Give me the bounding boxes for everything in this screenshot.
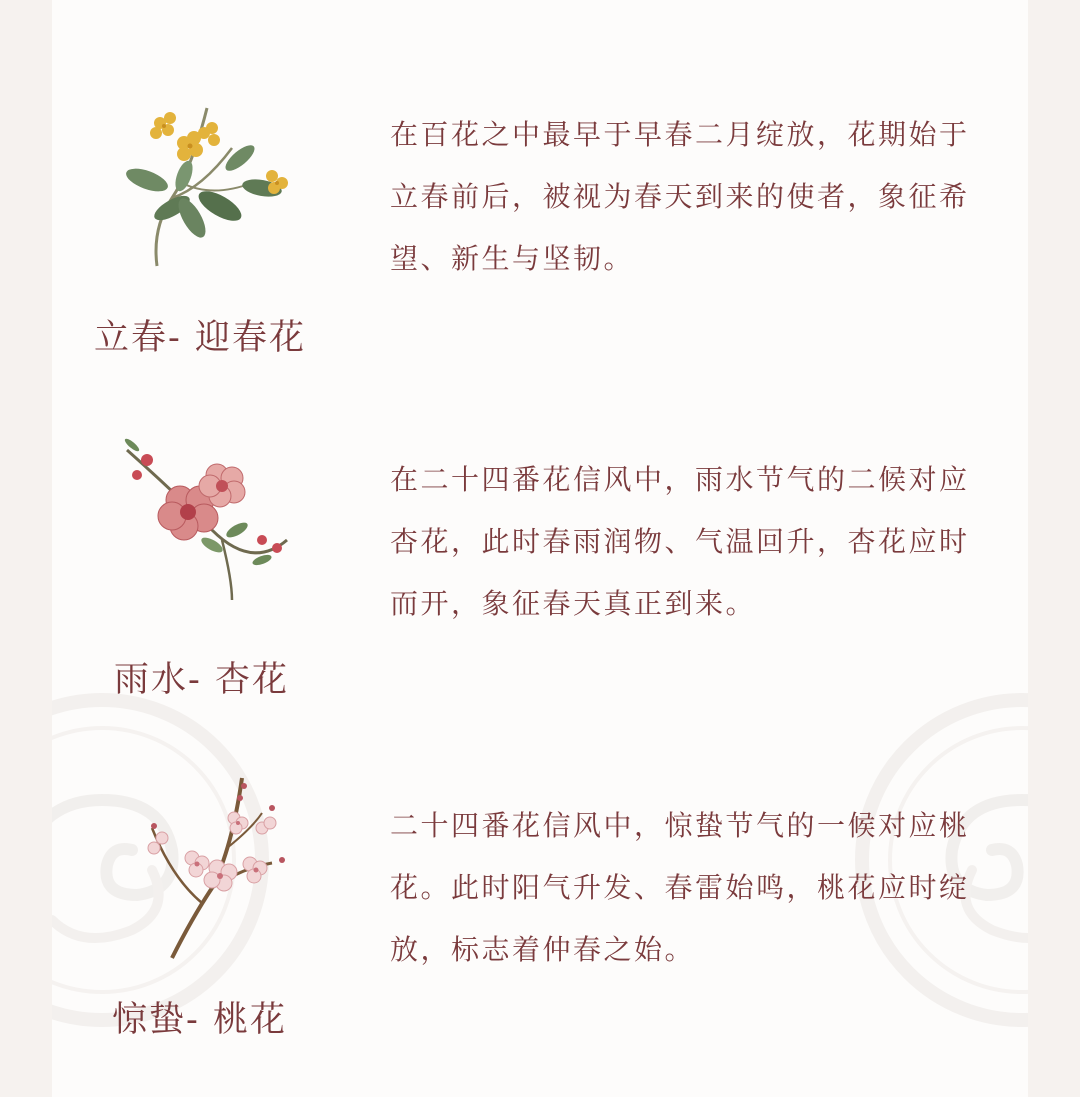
description-line: 杏花，此时春雨润物、气温回升，杏花应时 bbox=[390, 525, 970, 558]
apricot-blossom-illustration-icon bbox=[112, 430, 302, 630]
peach-blossom-illustration-icon bbox=[132, 768, 322, 968]
description-line: 在二十四番花信风中，雨水节气的二候对应 bbox=[390, 463, 970, 496]
term-description bbox=[390, 449, 980, 635]
term-title: 立春- 迎春花 bbox=[94, 318, 306, 358]
description-line: 而开，象征春天真正到来。 bbox=[390, 587, 757, 620]
winter-jasmine-illustration-icon bbox=[112, 88, 302, 288]
description-line: 放，标志着仲春之始。 bbox=[390, 933, 696, 966]
description-line: 花。此时阳气升发、春雷始鸣，桃花应时绽 bbox=[390, 871, 970, 904]
term-title: 雨水- 杏花 bbox=[114, 660, 289, 700]
term-description bbox=[390, 795, 980, 981]
term-description bbox=[390, 104, 980, 290]
content-card bbox=[52, 0, 1028, 1097]
description-line: 立春前后，被视为春天到来的使者，象征希 bbox=[390, 180, 970, 213]
description-line: 望、新生与坚韧。 bbox=[390, 242, 635, 275]
description-line: 在百花之中最早于早春二月绽放，花期始于 bbox=[390, 118, 970, 151]
term-title: 惊蛰- 桃花 bbox=[112, 1000, 287, 1040]
description-line: 二十四番花信风中，惊蛰节气的一候对应桃 bbox=[390, 809, 970, 842]
